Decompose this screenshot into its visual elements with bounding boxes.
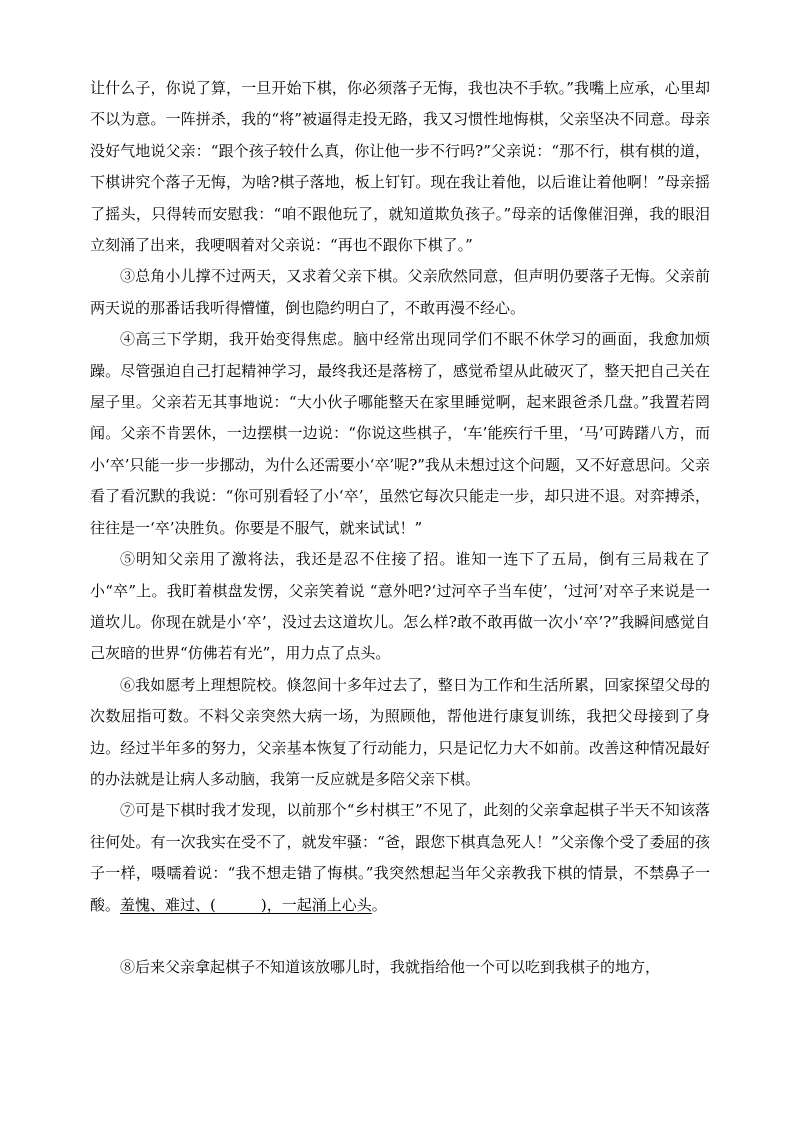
paragraph-continued: 让什么子，你说了算，一旦开始下棋，你必须落子无悔，我也决不手软。”我嘴上应承，心里却不以为意。一阵拼杀，我的“将”被逼得走投无路，我又习惯性地悔棋，父亲坚决不同意。母亲没好气地说父亲：“跟个孩子较什么真，你让他一步不行吗?”父亲说：“那不行，棋有棋的道，下棋讲究个落子无悔，为啥?棋子落地，板上钉钉。现在我让着他，以后谁让着他啊！”母亲摇了摇头，只得转而安慰我：“咱不跟他玩了，就知道欺负孩子。”母亲的话像催泪弹，我的眼泪立刻涌了出来，我哽咽着对父亲说：“再也不跟你下棋了。” [90, 79, 710, 255]
paragraph-8: ⑧后来父亲拿起棋子不知道该放哪儿时，我就指给他一个可以吃到我棋子的地方， [120, 957, 661, 976]
paragraph-5: ⑤明知父亲用了激将法，我还是忍不住接了招。谁知一连下了五局，倒有三局栽在了小“卒”上。我盯着棋盘发愣，父亲笑着说 “意外吧?‘过河卒子当车使’，‘过河’对卒子来说是一道坎儿。你现在就是小‘卒’，没过去这道坎儿。怎么样?敢不敢再做一次小‘卒’?”我瞬间感觉自己灰暗的世界“仿佛若有光”，用力点了点头。 [90, 550, 710, 663]
paragraph-7-text: ⑦可是下棋时我才发现，以前那个“乡村棋王”不见了，此刻的父亲拿起棋子半天不知该落往何处。有一次我实在受不了，就发牢骚：“爸，跟您下棋真急死人！”父亲像个受了委屈的孩子一样，嗫嚅着说：“我不想走错了悔棋。”我突然想起当年父亲教我下棋的情景，不禁鼻子一酸。 [90, 801, 710, 914]
paragraph-4: ④高三下学期，我开始变得焦虑。脑中经常出现同学们不眠不休学习的画面，我愈加烦躁。尽管强迫自己打起精神学习，最终我还是落榜了，感觉希望从此破灭了，整天把自己关在屋子里。父亲若无其事地说：“大小伙子哪能整天在家里睡觉啊，起来跟爸杀几盘。”我置若罔闻。父亲不肯罢休，一边摆棋一边说：“你说这些棋子，‘车’能疾行千里，‘马’可踌躇八方，而小‘卒’只能一步一步挪动，为什么还需要小‘卒’呢?”我从未想过这个问题，又不好意思问。父亲看了看沉默的我说：“你可别看轻了小‘卒’，虽然它每次只能走一步，却只进不退。对弈搏杀，往往是一‘卒’决胜负。你要是不服气，就来试试！” [90, 330, 710, 537]
underlined-fill-in-sentence: 羞愧、难过、( )，一起涌上心头 [120, 895, 372, 914]
paragraph-7 [90, 795, 710, 921]
paragraph-6: ⑥我如愿考上理想院校。倏忽间十多年过去了，整日为工作和生活所累，回家探望父母的次数屈指可数。不料父亲突然大病一场，为照顾他，帮他进行康复训练，我把父母接到了身边。经过半年多的努力，父亲基本恢复了行动能力，只是记忆力大不如前。改善这种情况最好的办法就是让病人多动脑，我第一反应就是多陪父亲下棋。 [90, 675, 710, 788]
paragraph-3: ③总角小儿撑不过两天，又求着父亲下棋。父亲欣然同意，但声明仍要落子无悔。父亲前两天说的那番话我听得懵懂，倒也隐约明白了，不敢再漫不经心。 [90, 267, 710, 317]
paragraph-7-end: 。 [371, 895, 387, 914]
article-body [90, 73, 710, 983]
